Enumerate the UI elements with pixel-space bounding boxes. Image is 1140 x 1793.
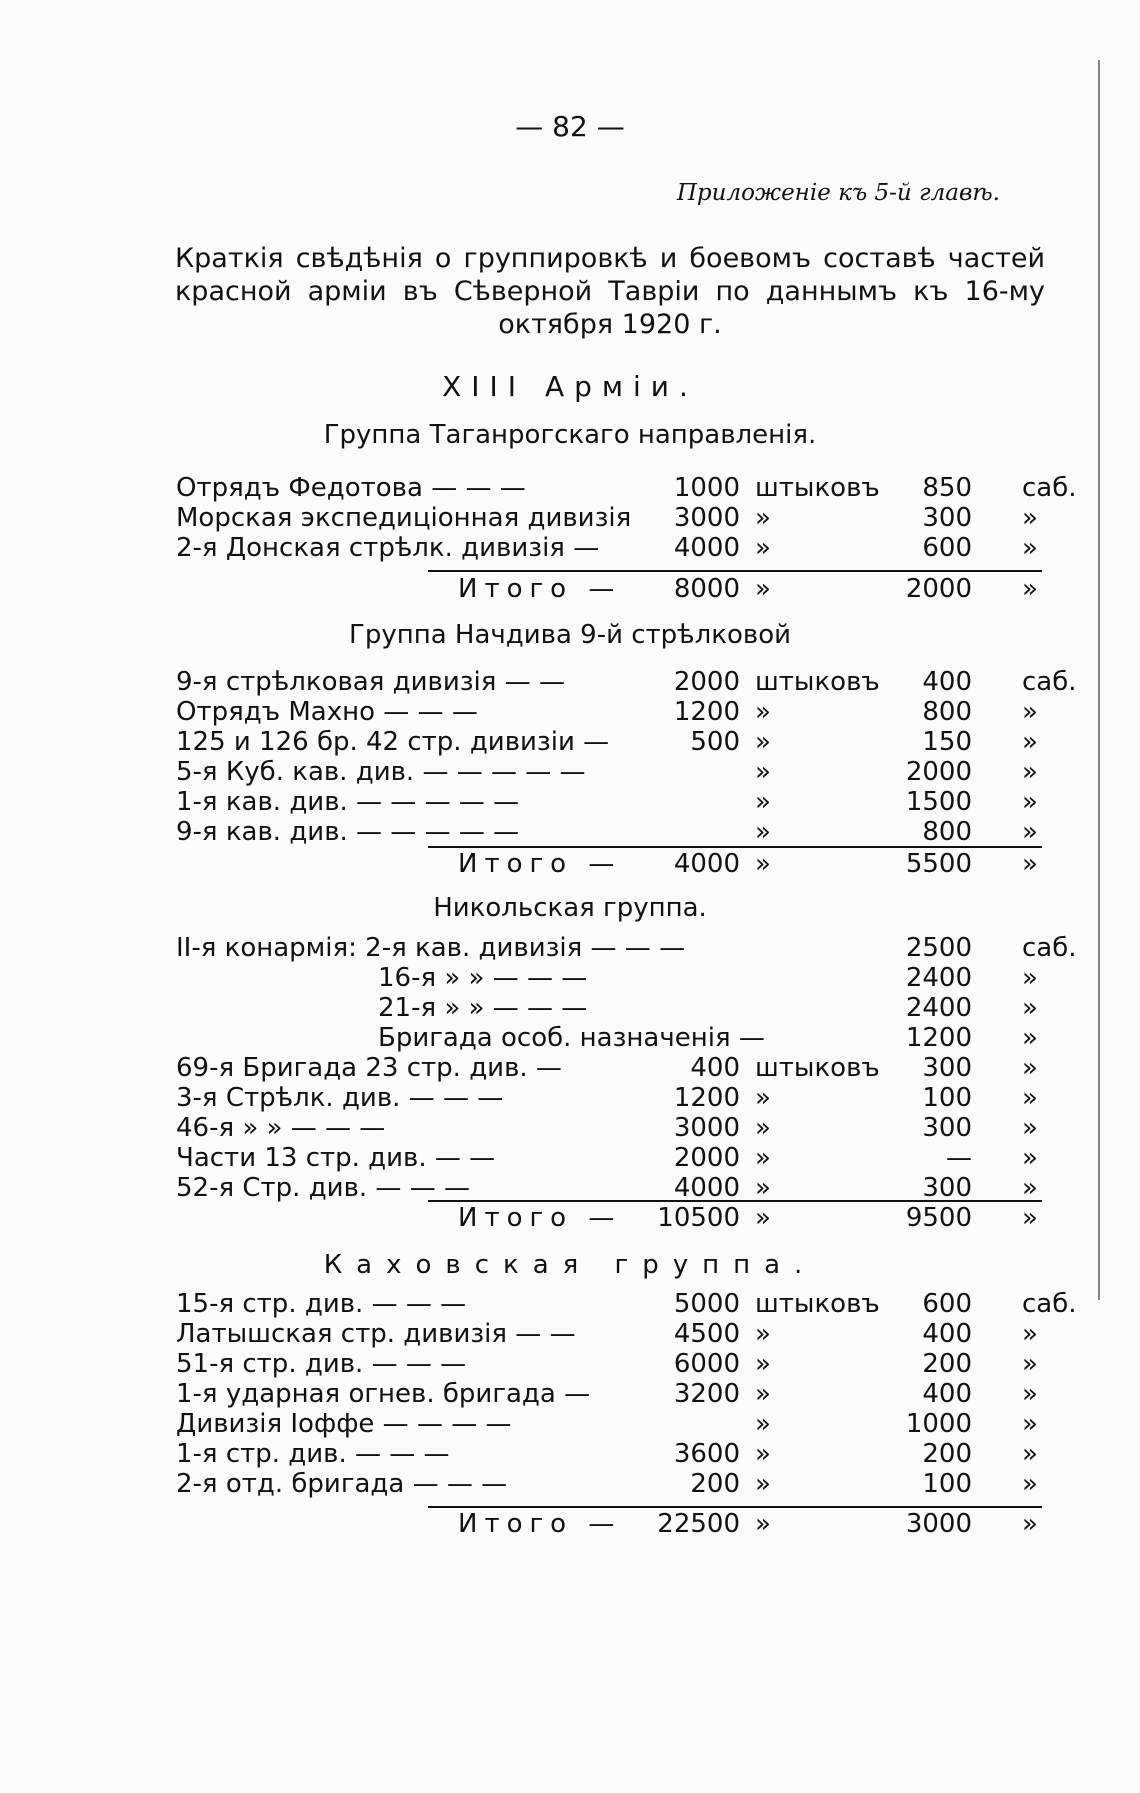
total-bayonets: 22500	[657, 1509, 740, 1539]
sabres-count: 2500	[905, 933, 972, 963]
total-sabres: 9500	[905, 1203, 972, 1233]
sabres-unit: »	[1022, 963, 1038, 993]
table-row	[0, 1409, 1140, 1439]
bayonets-unit: »	[755, 1469, 771, 1499]
sabres-count: 600	[922, 533, 972, 563]
sabres-count: 850	[922, 473, 972, 503]
sabres-count: 200	[922, 1439, 972, 1469]
bayonets-count: 1000	[673, 473, 740, 503]
table-row	[0, 787, 1140, 817]
group-rows	[0, 667, 1140, 847]
bayonets-unit: »	[755, 727, 771, 757]
total-sabres-unit: »	[1022, 574, 1038, 604]
unit-name: Латышская стр. дивизiя — —	[176, 1319, 576, 1349]
title-line-1: Краткiя свѣдѣнiя о группировкѣ и боевомъ составѣ частей	[175, 243, 1045, 274]
total-wrap	[0, 1203, 1140, 1233]
bayonets-count: 200	[690, 1469, 740, 1499]
sabres-unit: »	[1022, 1053, 1038, 1083]
table-row	[0, 757, 1140, 787]
unit-name: Бригада особ. назначенiя —	[378, 1023, 765, 1053]
bayonets-unit: штыковъ	[755, 1289, 880, 1319]
table-row	[0, 1023, 1140, 1053]
appendix-note: Приложенiе къ 5-й главѣ.	[676, 180, 1000, 206]
total-sabres-unit: »	[1022, 1509, 1038, 1539]
total-row	[0, 849, 1140, 879]
sabres-count: 1500	[905, 787, 972, 817]
total-sabres-unit: »	[1022, 849, 1038, 879]
total-row	[0, 1509, 1140, 1539]
unit-name: 125 и 126 бр. 42 стр. дивизiи —	[176, 727, 610, 757]
bayonets-unit: »	[755, 503, 771, 533]
sabres-unit: »	[1022, 503, 1038, 533]
sabres-count: 2400	[905, 993, 972, 1023]
unit-name: Морская экспедицiонная дивизiя	[176, 503, 632, 533]
bayonets-count: 4000	[673, 1173, 740, 1203]
sabres-count: 400	[922, 667, 972, 697]
group-rows	[0, 1289, 1140, 1499]
table-row	[0, 533, 1140, 563]
table-row	[0, 1379, 1140, 1409]
sabres-unit: »	[1022, 817, 1038, 847]
total-label: Итого —	[458, 1509, 622, 1539]
sabres-count: 2400	[905, 963, 972, 993]
total-wrap	[0, 574, 1140, 604]
unit-name: Дивизiя Iоффе — — — —	[176, 1409, 512, 1439]
sabres-unit: »	[1022, 1083, 1038, 1113]
bayonets-unit: »	[755, 1409, 771, 1439]
total-rule	[428, 846, 1042, 848]
table-row	[0, 697, 1140, 727]
total-wrap	[0, 849, 1140, 879]
table-row	[0, 1173, 1140, 1203]
sabres-count: 300	[922, 503, 972, 533]
bayonets-count: 2000	[673, 667, 740, 697]
total-sabres: 3000	[905, 1509, 972, 1539]
bayonets-unit: »	[755, 1173, 771, 1203]
bayonets-unit: штыковъ	[755, 473, 880, 503]
group-rows	[0, 473, 1140, 563]
bayonets-unit: »	[755, 697, 771, 727]
sabres-unit: »	[1022, 1409, 1038, 1439]
bayonets-count: 6000	[673, 1349, 740, 1379]
bayonets-count: 400	[690, 1053, 740, 1083]
bayonets-unit: штыковъ	[755, 667, 880, 697]
unit-name: 2-я отд. бригада — — —	[176, 1469, 508, 1499]
table-row	[0, 1469, 1140, 1499]
unit-name: 1-я кав. див. — — — — —	[176, 787, 520, 817]
sabres-unit: »	[1022, 1439, 1038, 1469]
unit-name: 9-я кав. див. — — — — —	[176, 817, 520, 847]
sabres-count: 1000	[905, 1409, 972, 1439]
bayonets-count: 5000	[673, 1289, 740, 1319]
sabres-unit: саб.	[1022, 667, 1077, 697]
bayonets-count: 3200	[673, 1379, 740, 1409]
table-row	[0, 1439, 1140, 1469]
sabres-unit: »	[1022, 1379, 1038, 1409]
unit-name: 2-я Донская стрѣлк. дивизiя —	[176, 533, 600, 563]
total-bayonets-unit: »	[755, 849, 771, 879]
title-line-3: октября 1920 г.	[498, 309, 722, 340]
bayonets-count: 3600	[673, 1439, 740, 1469]
sabres-unit: саб.	[1022, 1289, 1077, 1319]
unit-name: 1-я ударная огнев. бригада —	[176, 1379, 591, 1409]
total-wrap	[0, 1509, 1140, 1539]
sabres-count: 400	[922, 1379, 972, 1409]
bayonets-unit: »	[755, 1319, 771, 1349]
table-row	[0, 1143, 1140, 1173]
table-row	[0, 963, 1140, 993]
bayonets-unit: штыковъ	[755, 1053, 880, 1083]
sabres-count: 300	[922, 1113, 972, 1143]
bayonets-unit: »	[755, 1083, 771, 1113]
sabres-count: 100	[922, 1469, 972, 1499]
sabres-unit: »	[1022, 1113, 1038, 1143]
total-bayonets: 10500	[657, 1203, 740, 1233]
total-label: Итого —	[458, 1203, 622, 1233]
total-row	[0, 574, 1140, 604]
table-row	[0, 817, 1140, 847]
bayonets-unit: »	[755, 1379, 771, 1409]
bayonets-count: 4500	[673, 1319, 740, 1349]
total-sabres-unit: »	[1022, 1203, 1038, 1233]
table-row	[0, 473, 1140, 503]
bayonets-count: 1200	[673, 1083, 740, 1113]
sabres-count: —	[946, 1143, 972, 1173]
unit-name: Отрядъ Федотова — — —	[176, 473, 526, 503]
bayonets-count: 3000	[673, 503, 740, 533]
group-title: Группа Начдива 9-й стрѣлковой	[348, 620, 792, 650]
bayonets-count: 3000	[673, 1113, 740, 1143]
table-row	[0, 933, 1140, 963]
sabres-count: 600	[922, 1289, 972, 1319]
total-bayonets-unit: »	[755, 574, 771, 604]
table-row	[0, 1349, 1140, 1379]
sabres-unit: »	[1022, 1469, 1038, 1499]
table-row	[0, 503, 1140, 533]
sabres-count: 300	[922, 1173, 972, 1203]
group-title: Каховская группа.	[323, 1250, 817, 1280]
sabres-unit: »	[1022, 1023, 1038, 1053]
sabres-unit: саб.	[1022, 473, 1077, 503]
unit-name: II-я конармiя: 2-я кав. дивизiя — — —	[176, 933, 686, 963]
bayonets-unit: »	[755, 1349, 771, 1379]
group-rows	[0, 933, 1140, 1203]
sabres-unit: »	[1022, 1173, 1038, 1203]
unit-name: 3-я Стрѣлк. див. — — —	[176, 1083, 504, 1113]
unit-name: 21-я » » — — —	[378, 993, 588, 1023]
sabres-count: 800	[922, 817, 972, 847]
table-row	[0, 1083, 1140, 1113]
unit-name: 46-я » » — — —	[176, 1113, 386, 1143]
document-title	[175, 242, 1045, 341]
sabres-count: 100	[922, 1083, 972, 1113]
total-label: Итого —	[458, 574, 622, 604]
total-rule	[428, 1506, 1042, 1508]
bayonets-count: 4000	[673, 533, 740, 563]
table-row	[0, 1053, 1140, 1083]
sabres-count: 200	[922, 1349, 972, 1379]
bayonets-unit: »	[755, 817, 771, 847]
sabres-count: 800	[922, 697, 972, 727]
unit-name: 9-я стрѣлковая дивизiя — —	[176, 667, 565, 697]
sabres-unit: »	[1022, 1319, 1038, 1349]
sabres-count: 1200	[905, 1023, 972, 1053]
table-row	[0, 727, 1140, 757]
bayonets-unit: »	[755, 533, 771, 563]
total-rule	[428, 1200, 1042, 1202]
bayonets-count: 1200	[673, 697, 740, 727]
bayonets-unit: »	[755, 1439, 771, 1469]
bayonets-unit: »	[755, 1143, 771, 1173]
sabres-unit: »	[1022, 757, 1038, 787]
sabres-unit: »	[1022, 697, 1038, 727]
table-row	[0, 993, 1140, 1023]
sabres-count: 2000	[905, 757, 972, 787]
unit-name: 51-я стр. див. — — —	[176, 1349, 467, 1379]
table-row	[0, 1289, 1140, 1319]
title-line-2: красной армiи въ Сѣверной Тавріи по даннымъ къ 16-му	[175, 276, 1045, 307]
sabres-unit: »	[1022, 1143, 1038, 1173]
group-title: Никольская группа.	[433, 893, 707, 923]
unit-name: 69-я Бригада 23 стр. див. —	[176, 1053, 562, 1083]
group-title: Группа Таганрогскаго направленiя.	[323, 420, 817, 450]
total-row	[0, 1203, 1140, 1233]
bayonets-count: 2000	[673, 1143, 740, 1173]
total-bayonets: 4000	[673, 849, 740, 879]
total-label: Итого —	[458, 849, 622, 879]
total-bayonets: 8000	[673, 574, 740, 604]
sabres-count: 150	[922, 727, 972, 757]
total-sabres: 5500	[905, 849, 972, 879]
unit-name: Отрядъ Махно — — —	[176, 697, 478, 727]
bayonets-count: 500	[690, 727, 740, 757]
sabres-unit: »	[1022, 993, 1038, 1023]
unit-name: 5-я Куб. кав. див. — — — — —	[176, 757, 586, 787]
total-bayonets-unit: »	[755, 1203, 771, 1233]
table-row	[0, 1113, 1140, 1143]
page-number: — 82 —	[515, 110, 625, 143]
sabres-count: 400	[922, 1319, 972, 1349]
army-heading: XIII Армiи.	[442, 370, 698, 403]
sabres-unit: »	[1022, 533, 1038, 563]
total-rule	[428, 570, 1042, 572]
bayonets-unit: »	[755, 787, 771, 817]
table-row	[0, 667, 1140, 697]
unit-name: Части 13 стр. див. — —	[176, 1143, 496, 1173]
sabres-unit: »	[1022, 787, 1038, 817]
sabres-unit: саб.	[1022, 933, 1077, 963]
total-sabres: 2000	[905, 574, 972, 604]
sabres-unit: »	[1022, 727, 1038, 757]
total-bayonets-unit: »	[755, 1509, 771, 1539]
unit-name: 15-я стр. див. — — —	[176, 1289, 467, 1319]
bayonets-unit: »	[755, 757, 771, 787]
unit-name: 1-я стр. див. — — —	[176, 1439, 450, 1469]
unit-name: 52-я Стр. див. — — —	[176, 1173, 470, 1203]
table-row	[0, 1319, 1140, 1349]
sabres-unit: »	[1022, 1349, 1038, 1379]
sabres-count: 300	[922, 1053, 972, 1083]
unit-name: 16-я » » — — —	[378, 963, 588, 993]
bayonets-unit: »	[755, 1113, 771, 1143]
